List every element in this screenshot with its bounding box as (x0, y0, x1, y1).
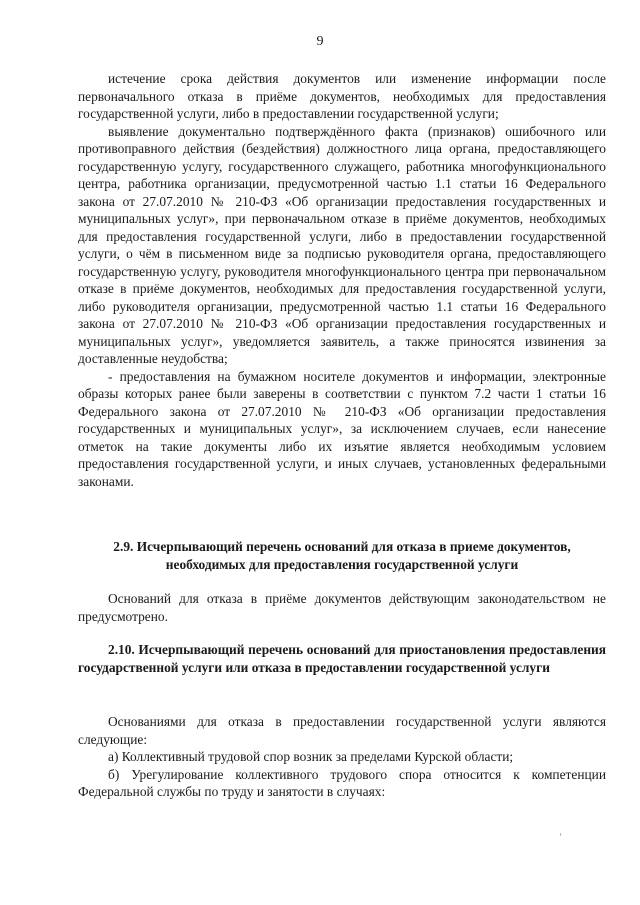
top-paragraphs (78, 70, 606, 490)
paragraph-paper-documents: - предоставления на бумажном носителе документов и информации, электронные образы которых ранее были заверены в соответствии с пунктом 7.2 части 1 статьи 16 Федерального закона от 27.07.2010 № 210-ФЗ «Об организации предоставления государственных и муниципальных услуг», за исключением случаев, если нанесение отметок на такие документы либо их изъятие является необходимым условием предоставления государственной услуги, и иных случаев, установленных федеральными законами. (78, 368, 606, 489)
paragraph-error-detection: выявление документально подтверждённого факта (признаков) ошибочного или противоправного действия (бездействия) должностного лица органа, предоставляющего государственную услугу, государственного служащего, работника многофункционального центра, работника организации, предусмотренной частью 1.1 статьи 16 Федерального закона от 27.07.2010 № 210-ФЗ «Об организации предоставления государственных и муниципальных услуг», при первоначальном отказе в приёме документов, необходимых для предоставления государственной услуги, либо в предоставлении государственной услуги, о чём в письменном виде за подписью руководителя органа, предоставляющего государственную услугу, руководителя многофункционального центра при первоначальном отказе в приёме документов, необходимых для предоставления государственной услуги, либо руководителя организации, предусмотренной частью 1.1 статьи 16 Федерального закона от 27.07.2010 № 210-ФЗ «Об организации предоставления государственных и муниципальных услуг», уведомляется заявитель, а также приносятся извинения за доставленные неудобства; (78, 123, 606, 366)
section-2-10-item-b: б) Урегулирование коллективного трудового спора относится к компетенции Федеральной службы по труду и занятости в случаях: (78, 766, 606, 799)
section-2-9-heading: 2.9. Исчерпывающий перечень оснований для отказа в приеме документов, необходимых для предоставления государственной услуги (113, 539, 571, 572)
section-2-9-text: Оснований для отказа в приёме документов действующим законодательством не предусмотрено. (78, 591, 606, 624)
section-2-10-body (78, 713, 606, 801)
section-2-10-item-a: а) Коллективный трудовой спор возник за пределами Курской области; (108, 749, 514, 764)
page-number: 9 (316, 34, 324, 49)
section-2-9-body (78, 590, 606, 625)
scan-mark (560, 833, 561, 836)
section-2-10-heading: 2.10. Исчерпывающий перечень оснований для приостановления предоставления государственной услуги или отказа в предоставлении государственной услуги (78, 642, 606, 675)
section-2-10-intro: Основаниями для отказа в предоставлении государственной услуги являются следующие: (78, 714, 606, 747)
paragraph-expiry: истечение срока действия документов или изменение информации после первоначального отказа в приёме документов, необходимых для предоставления государственной услуги, либо в предоставлении государственной услуги; (78, 71, 606, 121)
